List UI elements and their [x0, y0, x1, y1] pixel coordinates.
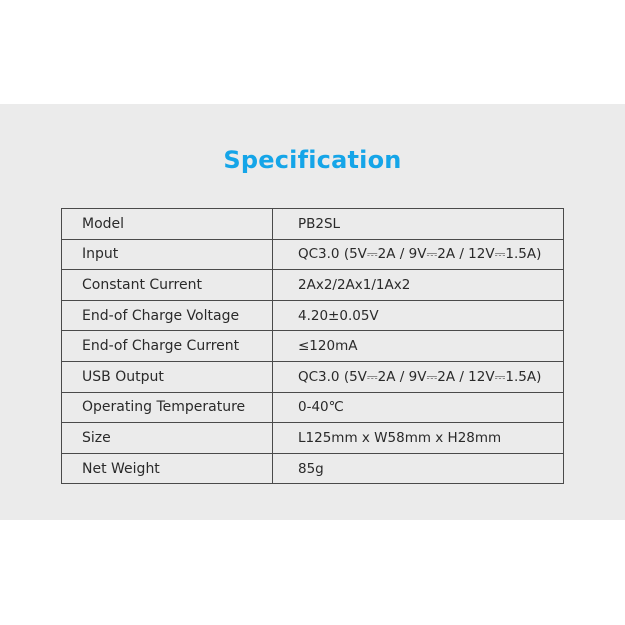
spec-label: Input	[62, 239, 273, 270]
table-row	[62, 453, 564, 484]
spec-value: 2Ax2/2Ax1/1Ax2	[273, 270, 564, 301]
spec-label: End-of Charge Current	[62, 331, 273, 362]
spec-label: Size	[62, 423, 273, 454]
table-row	[62, 239, 564, 270]
spec-label: Net Weight	[62, 453, 273, 484]
table-row	[62, 270, 564, 301]
table-row	[62, 331, 564, 362]
spec-label: Operating Temperature	[62, 392, 273, 423]
spec-value: 0-40℃	[273, 392, 564, 423]
table-row	[62, 209, 564, 240]
spec-label: Constant Current	[62, 270, 273, 301]
table-row	[62, 300, 564, 331]
spec-label: Model	[62, 209, 273, 240]
spec-label: USB Output	[62, 361, 273, 392]
spec-value: ≤120mA	[273, 331, 564, 362]
page-title: Specification	[223, 146, 402, 174]
spec-value: PB2SL	[273, 209, 564, 240]
spec-label: End-of Charge Voltage	[62, 300, 273, 331]
spec-value: 4.20±0.05V	[273, 300, 564, 331]
table-row	[62, 361, 564, 392]
spec-value: QC3.0 (5V⎓2A / 9V⎓2A / 12V⎓1.5A)	[273, 239, 564, 270]
spec-table	[61, 208, 564, 484]
spec-value: 85g	[273, 453, 564, 484]
table-row	[62, 392, 564, 423]
spec-value: QC3.0 (5V⎓2A / 9V⎓2A / 12V⎓1.5A)	[273, 361, 564, 392]
spec-value: L125mm x W58mm x H28mm	[273, 423, 564, 454]
table-row	[62, 423, 564, 454]
